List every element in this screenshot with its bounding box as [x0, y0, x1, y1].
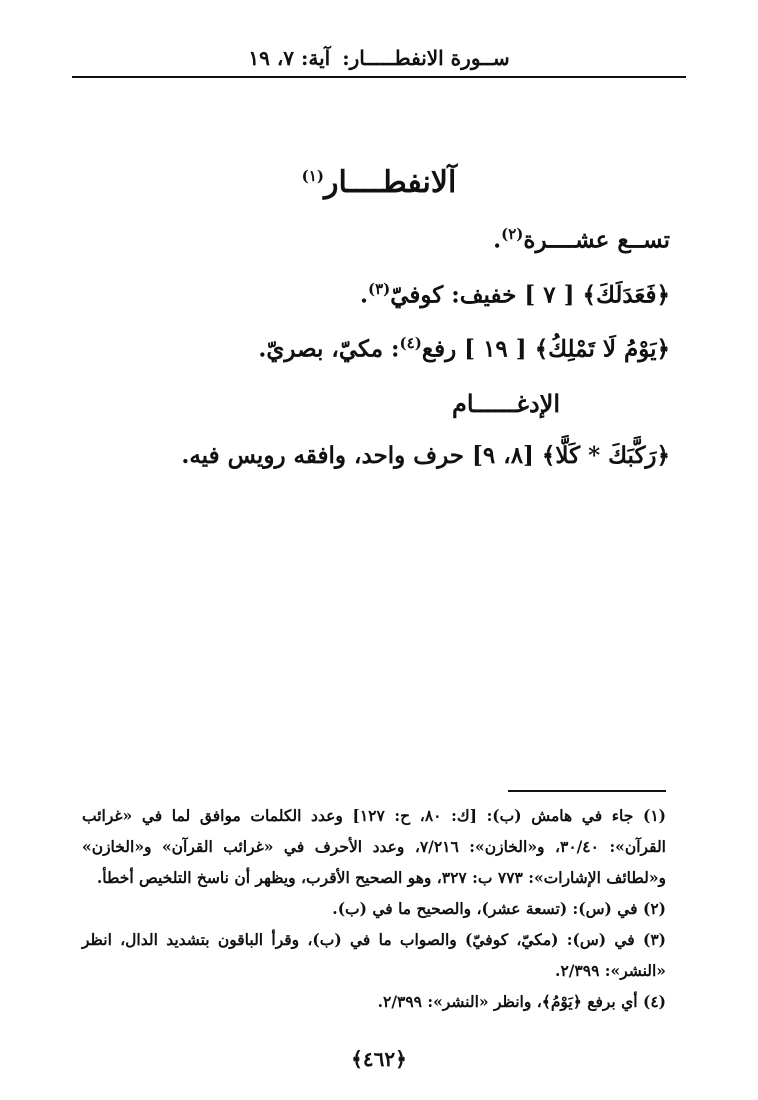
footnote-ref: (١) [301, 167, 324, 185]
footnote-ref: (٣) [367, 279, 391, 298]
footnote-ref: (٢) [501, 225, 524, 243]
verse-count-section [88, 210, 670, 374]
text-line: ﴿فَعَدَلَكَ﴾ [ ٧ ] خفيف: كوفيّ$^{(٣)}$. [359, 279, 670, 309]
section-heading: الإدغــــــام [452, 389, 560, 418]
text-line: ﴿رَكَّبَكَ * كَلَّا﴾ [٨، ٩] حرف واحد، وافقه رويس فيه. [181, 442, 670, 469]
running-header [72, 40, 686, 78]
text-line: ﴿يَوْمُ لَا تَمْلِكُ﴾ [ ١٩ ] رفع$^{(٤)}$: مكيّ، بصريّ. [258, 334, 670, 363]
text-line: تســع عشــــرة$^{(٢)}$. [493, 225, 670, 254]
surah-title-text: آلانفطــــار [323, 165, 457, 200]
idgham-section [88, 380, 670, 480]
footnotes [82, 800, 666, 1017]
page-number: ﴿٤٦٢﴾ [351, 1047, 407, 1071]
surah-title [0, 165, 758, 200]
footnote-divider [508, 790, 666, 792]
header-ayah-range: آية: ٧، ١٩ [248, 46, 331, 70]
footnote: (١) جاء في هامش (ب): [ك: ٨٠، ح: ١٢٧] وعدد الكلمات موافق لما في «غرائب القرآن»: ٣٠/٤٠، و«الخازن»: ٧/٢١٦، وعدد الأحرف في «غرائب القرآن» و«الخازن» و«لطائف الإشارات»: ٧٧٣ ب: ٣٢٧، وهو الصحيح الأقرب، ويظهر أن ناسخ التلخيص أخطأ. [82, 806, 666, 887]
header-surah-name: ســورة الانفطـــــار: [342, 46, 510, 70]
footnote: (٢) في (س): (تسعة عشر)، والصحيح ما في (ب). [332, 899, 666, 918]
footnote: (٤) أي برفع ﴿يَوْمُ﴾، وانظر «النشر»: ٢/٣٩٩. [377, 992, 666, 1011]
footnote: (٣) في (س): (مكيّ، كوفيّ) والصواب ما في (ب)، وقرأ الباقون بتشديد الدال، انظر «النشر»: ٢/٣٩٩. [82, 930, 666, 980]
footnote-ref: (٤) [399, 334, 422, 353]
